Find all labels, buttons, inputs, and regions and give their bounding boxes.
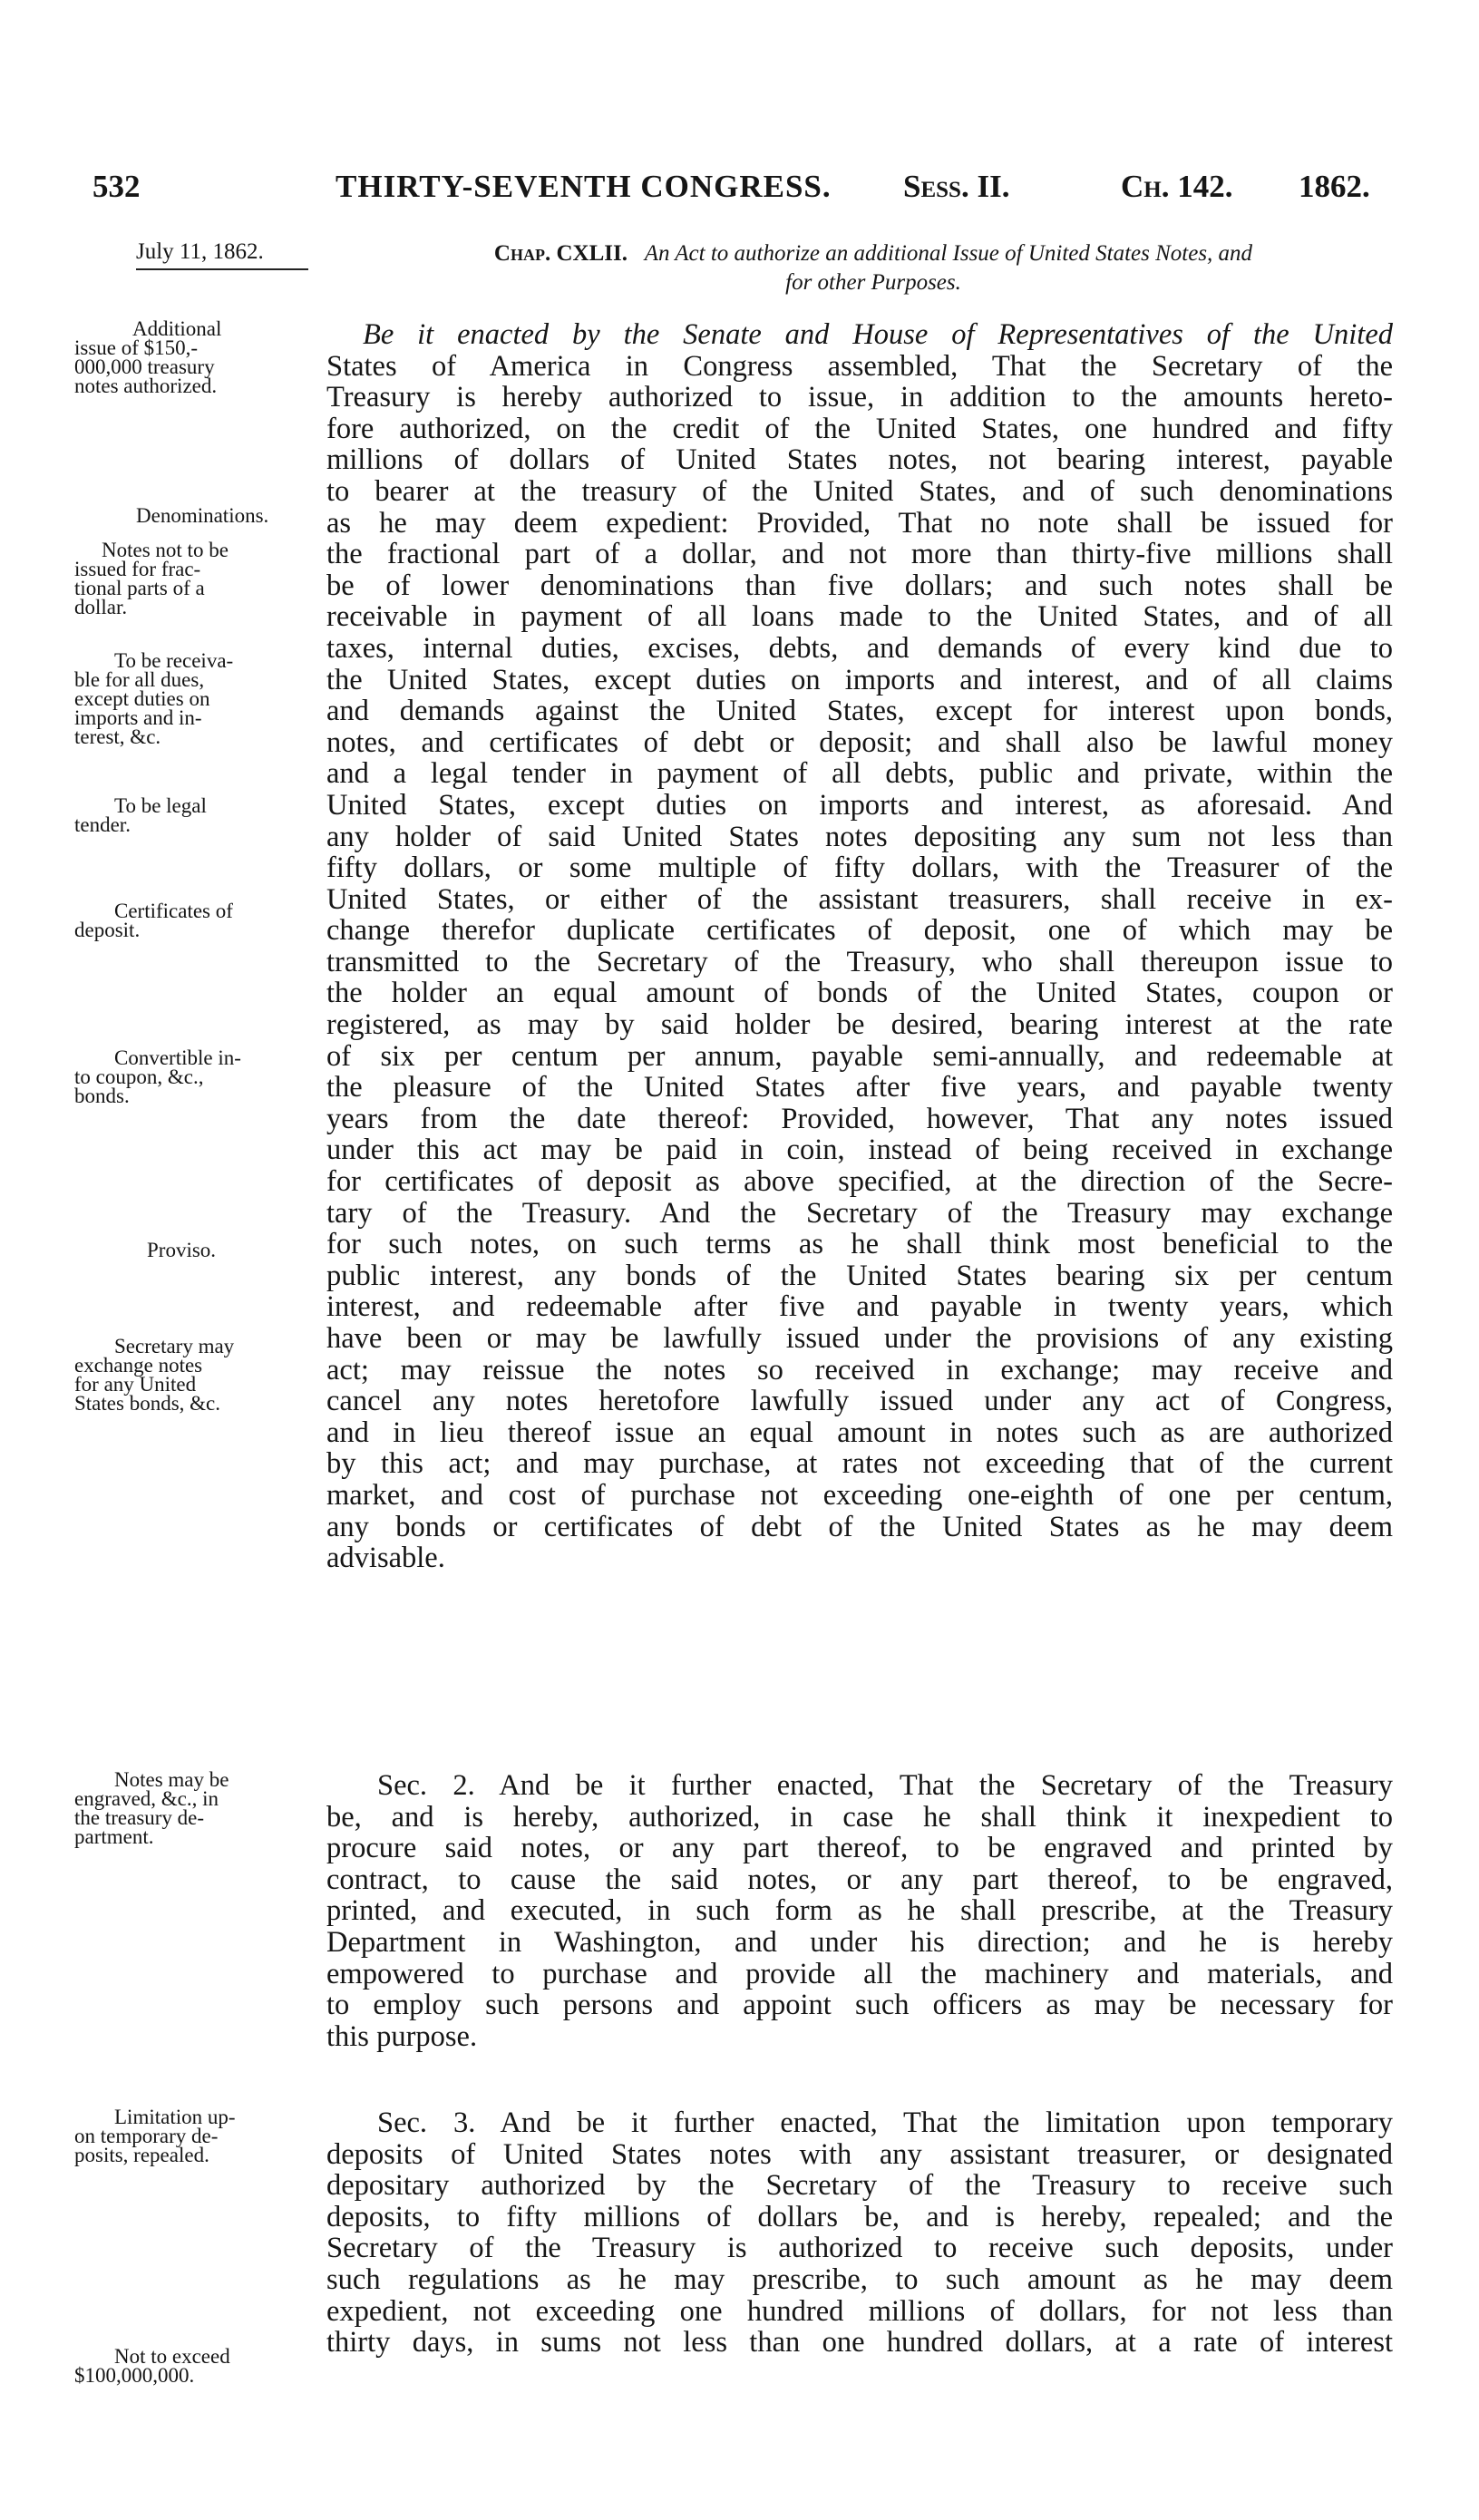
body-line: this purpose. — [326, 2019, 478, 2053]
body-line: expedient, not exceeding one hundred millions of dollars, for not less than — [326, 2294, 1393, 2328]
margin-note-legal-tender: To be legal tender. — [74, 794, 207, 836]
section-2-opening: Sec. 2. And be it further enacted, That the Secretary of the Treasury — [377, 1769, 1393, 1802]
body-line: change therefor duplicate certificates of deposit, one of which may be — [326, 914, 1393, 948]
body-line: empowered to purchase and provide all the machinery and materials, and — [326, 1957, 1393, 1990]
body-line: procure said notes, or any part thereof, to be engraved and printed by — [326, 1832, 1393, 1865]
body-line: have been or may be lawfully issued under the provisions of any existing — [326, 1322, 1393, 1355]
body-line: cancel any notes heretofore lawfully issued under any act of Congress, — [326, 1385, 1393, 1418]
act-date: July 11, 1862. — [136, 239, 308, 270]
body-line: United States, except duties on imports and interest, as aforesaid. And — [326, 788, 1393, 822]
body-line: to bearer at the treasury of the United States, and of such denominations — [326, 474, 1393, 508]
body-line: act; may reissue the notes so received in exchange; may receive and — [326, 1353, 1393, 1386]
body-line: to employ such persons and appoint such officers as may be necessary for — [326, 1989, 1393, 2022]
margin-note-limitation: Limitation up- on temporary de- posits, repealed. — [74, 2106, 236, 2166]
body-line: printed, and executed, in such form as he shall prescribe, at the Treasury — [326, 1894, 1393, 1928]
session-label: Sess. II. — [903, 169, 1010, 204]
body-line: and in lieu thereof issue an equal amount in notes such as are authorized — [326, 1416, 1393, 1449]
body-line: as he may deem expedient: Provided, That no note shall be issued for — [326, 506, 1393, 540]
body-line: receivable in payment of all loans made to the United States, and of all — [326, 600, 1393, 634]
body-line: be, and is hereby, authorized, in case he shall think it inexpedient to — [326, 1800, 1393, 1834]
body-line: fore authorized, on the credit of the United States, one hundred and fifty — [326, 412, 1393, 445]
body-line: and demands against the United States, except for interest upon bonds, — [326, 695, 1393, 728]
body-line: deposits, to fifty millions of dollars be, and is hereby, repealed; and the — [326, 2200, 1393, 2233]
body-line: United States, or either of the assistant treasurers, shall receive in ex- — [326, 882, 1393, 916]
body-line: millions of dollars of United States notes, not bearing interest, payable — [326, 443, 1393, 477]
margin-note-additional-issue: Additional issue of $150,- 000,000 treasury notes authorized. — [74, 317, 222, 397]
body-line: contract, to cause the said notes, or any part thereof, to be engraved, — [326, 1863, 1393, 1896]
section-1-text — [326, 319, 1393, 1574]
section-3-text — [326, 2107, 1393, 2359]
act-title-line-2: for other Purposes. — [785, 270, 961, 295]
body-line: advisable. — [326, 1542, 445, 1575]
running-header — [0, 169, 1479, 223]
body-line: depositary authorized by the Secretary of the Treasury to receive such — [326, 2169, 1393, 2203]
year-label: 1862. — [1299, 169, 1370, 204]
body-line: under this act may be paid in coin, instead of being received in exchange — [326, 1134, 1393, 1167]
body-line: fifty dollars, or some multiple of fifty dollars, with the Treasurer of the — [326, 851, 1393, 885]
page-number: 532 — [92, 169, 141, 204]
body-line: for certificates of deposit as above specified, at the direction of the Secre- — [326, 1165, 1393, 1199]
body-line: States of America in Congress assembled, That the Secretary of the — [326, 349, 1393, 383]
margin-note-convertible: Convertible in- to coupon, &c., bonds. — [74, 1046, 241, 1107]
body-line: registered, as may by said holder be desired, bearing interest at the rate — [326, 1008, 1393, 1042]
body-line: Secretary of the Treasury is authorized to receive such deposits, under — [326, 2232, 1393, 2265]
body-line: the pleasure of the United States after five years, and payable twenty — [326, 1071, 1393, 1104]
body-line: tary of the Treasury. And the Secretary of the Treasury may exchange — [326, 1196, 1393, 1230]
chapter-number: Chap. CXLII. — [493, 241, 628, 266]
body-line: the fractional part of a dollar, and not more than thirty-five millions shall — [326, 538, 1393, 571]
margin-note-certificates: Certificates of deposit. — [74, 900, 233, 941]
body-line: of six per centum per annum, payable semi-annually, and redeemable at — [326, 1039, 1393, 1073]
margin-note-not-to-exceed: Not to exceed $100,000,000. — [74, 2345, 230, 2387]
section-2-text — [326, 1770, 1393, 2052]
margin-note-exchange: Secretary may exchange notes for any United States bonds, &c. — [74, 1335, 235, 1415]
act-title-line-1: An Act to authorize an additional Issue of United States Notes, and — [644, 241, 1253, 266]
margin-note-proviso: Proviso. — [147, 1239, 217, 1261]
body-line: the holder an equal amount of bonds of the United States, coupon or — [326, 977, 1393, 1010]
body-line: any bonds or certificates of debt of the United States as he may deem — [326, 1510, 1393, 1543]
body-line: deposits of United States notes with any assistant treasurer, or designated — [326, 2137, 1393, 2171]
body-line: years from the date thereof: Provided, however, That any notes issued — [326, 1102, 1393, 1135]
body-line: market, and cost of purchase not exceeding one-eighth of one per centum, — [326, 1478, 1393, 1512]
chapter-heading — [354, 239, 1393, 297]
body-line: taxes, internal duties, excises, debts, and demands of every kind due to — [326, 631, 1393, 665]
margin-note-denominations: Denominations. — [136, 504, 269, 527]
body-line: the United States, except duties on imports and interest, and of all claims — [326, 663, 1393, 696]
enacting-clause: Be it enacted by the Senate and House of Representatives of the United — [363, 318, 1393, 351]
body-line: public interest, any bonds of the United States bearing six per centum — [326, 1259, 1393, 1292]
margin-note-receivable: To be receiva- ble for all dues, except duties on imports and in- terest, &c. — [74, 649, 234, 748]
body-line: notes, and certificates of debt or deposit; and shall also be lawful money — [326, 725, 1393, 759]
chapter-label: Ch. 142. — [1121, 169, 1233, 204]
body-line: any holder of said United States notes depositing any sum not less than — [326, 820, 1393, 853]
margin-note-engraved: Notes may be engraved, &c., in the treasury de- partment. — [74, 1768, 229, 1848]
body-line: be of lower denominations than five dollars; and such notes shall be — [326, 569, 1393, 602]
body-line: transmitted to the Secretary of the Treasury, who shall thereupon issue to — [326, 945, 1393, 978]
body-line: by this act; and may purchase, at rates not exceeding that of the current — [326, 1447, 1393, 1481]
body-line: interest, and redeemable after five and payable in twenty years, which — [326, 1290, 1393, 1324]
body-line: Treasury is hereby authorized to issue, in addition to the amounts hereto- — [326, 381, 1393, 414]
body-line: thirty days, in sums not less than one hundred dollars, at a rate of interest — [326, 2326, 1393, 2359]
body-line: such regulations as he may prescribe, to such amount as he may deem — [326, 2262, 1393, 2296]
body-line: Department in Washington, and under his direction; and he is hereby — [326, 1925, 1393, 1959]
margin-note-fractional: Notes not to be issued for frac- tional parts of a dollar. — [74, 539, 229, 618]
congress-title: THIRTY-SEVENTH CONGRESS. — [336, 169, 832, 204]
body-line: for such notes, on such terms as he shall think most beneficial to the — [326, 1228, 1393, 1261]
body-line: and a legal tender in payment of all debts, public and private, within the — [326, 757, 1393, 791]
section-3-opening: Sec. 3. And be it further enacted, That the limitation upon temporary — [377, 2106, 1393, 2139]
